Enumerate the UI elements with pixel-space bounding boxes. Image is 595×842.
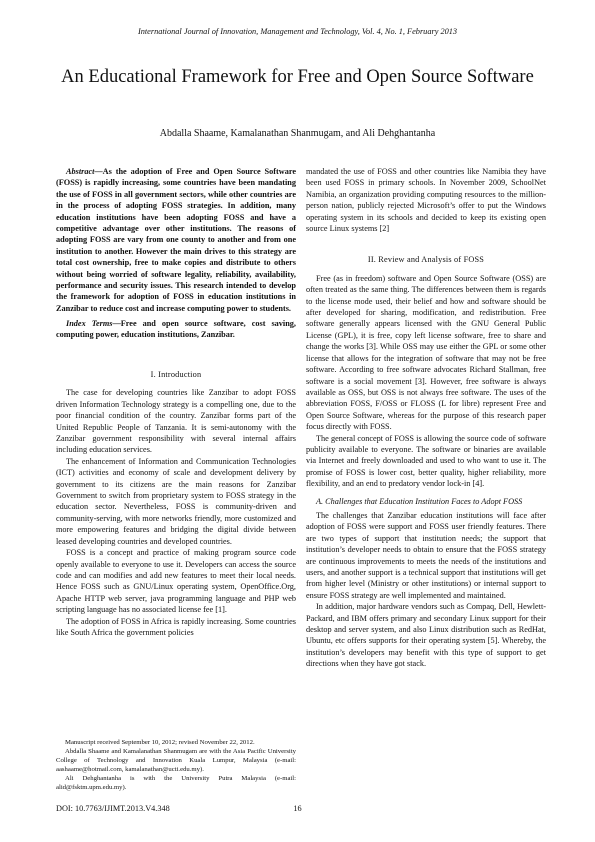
section-1-paragraph: FOSS is a concept and practice of making program source code openly available to everyone to use it. Developers can access the source code and can modifies and add new features to meet their local needs. Hence FOSS such as GNU/Linux operating system, OpenOffice.Org, Apache HTTP web server, java programming language and PHP web scripting language has no associated license fee [1]. — [56, 548, 296, 615]
section-1-paragraph: The enhancement of Information and Communication Technologies (ICT) activities and economy of scale and development delivery by government to its citizens are the main reasons for Zanzibar Government to switch from proprietary system to FOSS strategy in the education sector. Nevertheless, FOSS is community-driven and community-serving, with more networks friendly, more customized and more empowering features and bridging the digital divide between leased developing countries and developed countries. — [56, 456, 296, 546]
section-1-heading: I. Introduction — [150, 370, 202, 379]
journal-header: International Journal of Innovation, Management and Technology, Vol. 4, No. 1, February 2013 — [137, 27, 458, 36]
section-1 — [56, 369, 296, 638]
index-terms-label: Index Terms — [66, 319, 113, 328]
page-number: 16 — [293, 804, 302, 813]
subsection-a-paragraph: The challenges that Zanzibar education institutions will face after adoption of FOSS were support and FOSS user friendly features. There are two types of support that institution needs; the support that institution’s developer needs to obtain to ensure that the FOSS strategy are continuous improvements to meets the needs of the institutions and users, and another support is a technical support that institutions will get from higher level (Ministry or other institutions) or internal support to ensure FOSS strategy are well implemented and maintained. — [306, 510, 546, 600]
right-column — [306, 166, 546, 670]
index-terms-block — [56, 318, 296, 341]
section-2-heading: II. Review and Analysis of FOSS — [367, 255, 485, 265]
section-1-paragraph: The adoption of FOSS in Africa is rapidly increasing. Some countries like South Africa the government policies — [56, 616, 296, 637]
footnote: Abdalla Shaame and Kamalanathan Shanmugam are with the Asia Pacific University College of Technology and Innovation Kuala Lumpur, Malaysia (e-mail: aashaame@hotmail.com, kamalanathan@ucti.edu.my). — [56, 748, 296, 774]
abstract-block — [56, 166, 296, 314]
subsection-a-paragraph: In addition, major hardware vendors such as Compaq, Dell, Hewlett-Packard, and IBM offers primary and secondary Linux support for their desktop and server system, and also Linux distribution such as RedHat, Ubuntu, etc offers supports for their operating system [5]. Whereby, the institution’s developers may benefit with this type of support to get directions when they have got stack. — [306, 602, 546, 669]
paper-title: An Educational Framework for Free and Open Source Software — [61, 67, 534, 87]
abstract-label: Abstract — [66, 167, 95, 176]
paper-authors: Abdalla Shaame, Kamalanathan Shanmugam, and Ali Dehghantanha — [159, 128, 436, 139]
section-2-paragraph: Free (as in freedom) software and Open Source Software (OSS) are often treated as the same thing. The differences between them is regards to the license mode used, their belief and how and software should be after developed for sharing, modification, and redistribution. Free software generally appears licensed with the GNU General Public License (GPL), it is free, copy left license software, free to share and change the works [3]. While OSS may use either the GPL or some other license that allows for the integration of software that may not be free software. According to free software advocates Richard Stallman, free software is a social movement [3]. However, free software is always available as OSS, but OSS is not always free software. The uses of the abbreviation FOSS, F/OSS or FLOSS (L for libre) represent Free and Open Source Software, whereas for the purpose of this research paper focus directly with FOSS. — [306, 273, 546, 432]
intro-continued: mandated the use of FOSS and other countries like Namibia they have been used FOSS in primary schools. In November 2009, SchoolNet Namibia, an organization providing computing resources to the million-person nation, publicly rejected Microsoft’s offer to put the Windows operating system in its schools and decided to keep its existing open source Linux systems [2] — [306, 167, 546, 234]
section-2-paragraph: The general concept of FOSS is allowing the source code of software publicity available to everyone. The software or binaries are available via Internet and freely downloaded and used to who want to use it. The promise of FOSS is lower cost, better quality, higher reliability, more flexibility, and an end to predatory vendor lock-in [4]. — [306, 433, 546, 489]
footer-doi: DOI: 10.7763/IJIMT.2013.V4.348 — [56, 804, 170, 813]
footnote: Ali Dehghantanha is with the University Putra Malaysia (e-mail: alid@fsktm.upm.edu.my). — [56, 775, 296, 792]
footnote: Manuscript received September 10, 2012; revised November 22, 2012. — [65, 739, 255, 746]
subsection-a-heading: A. Challenges that Education Institution Faces to Adopt FOSS — [316, 496, 523, 506]
section-1-paragraph: The case for developing countries like Zanzibar to adopt FOSS driven Information Technology strategy is a compelling one, due to the poor financial condition of the country. Zanzibar forms part of the United Republic People of Tanzania. It is semi-autonomy with the Zanzibar government responsibility with several internal affairs including education services. — [56, 388, 296, 455]
index-terms-text: —Free and open source software, cost saving, computing power, education institutions, Zanzibar. — [56, 319, 296, 340]
abstract-text: —As the adoption of Free and Open Source Software (FOSS) is rapidly increasing, some countries have been mandating the use of FOSS in all government sectors, while other countries are in the process of adopting FOSS strategies. In addition, many education institutions have been adopting FOSS and have a competitive advantage over other institutions. The reasons of adopting FOSS are vary from one county to another and from one institution to another. However the main drives to this strategy are total cost ownership, free to make copies and distribute to others without being worried of software legality, reliability, availability, performance and security issues. This research intended to develop the framework for adoption of FOSS in education institutions in Zanzibar to reduce cost and increase computing power to students. — [56, 167, 296, 313]
footnotes — [56, 738, 296, 793]
